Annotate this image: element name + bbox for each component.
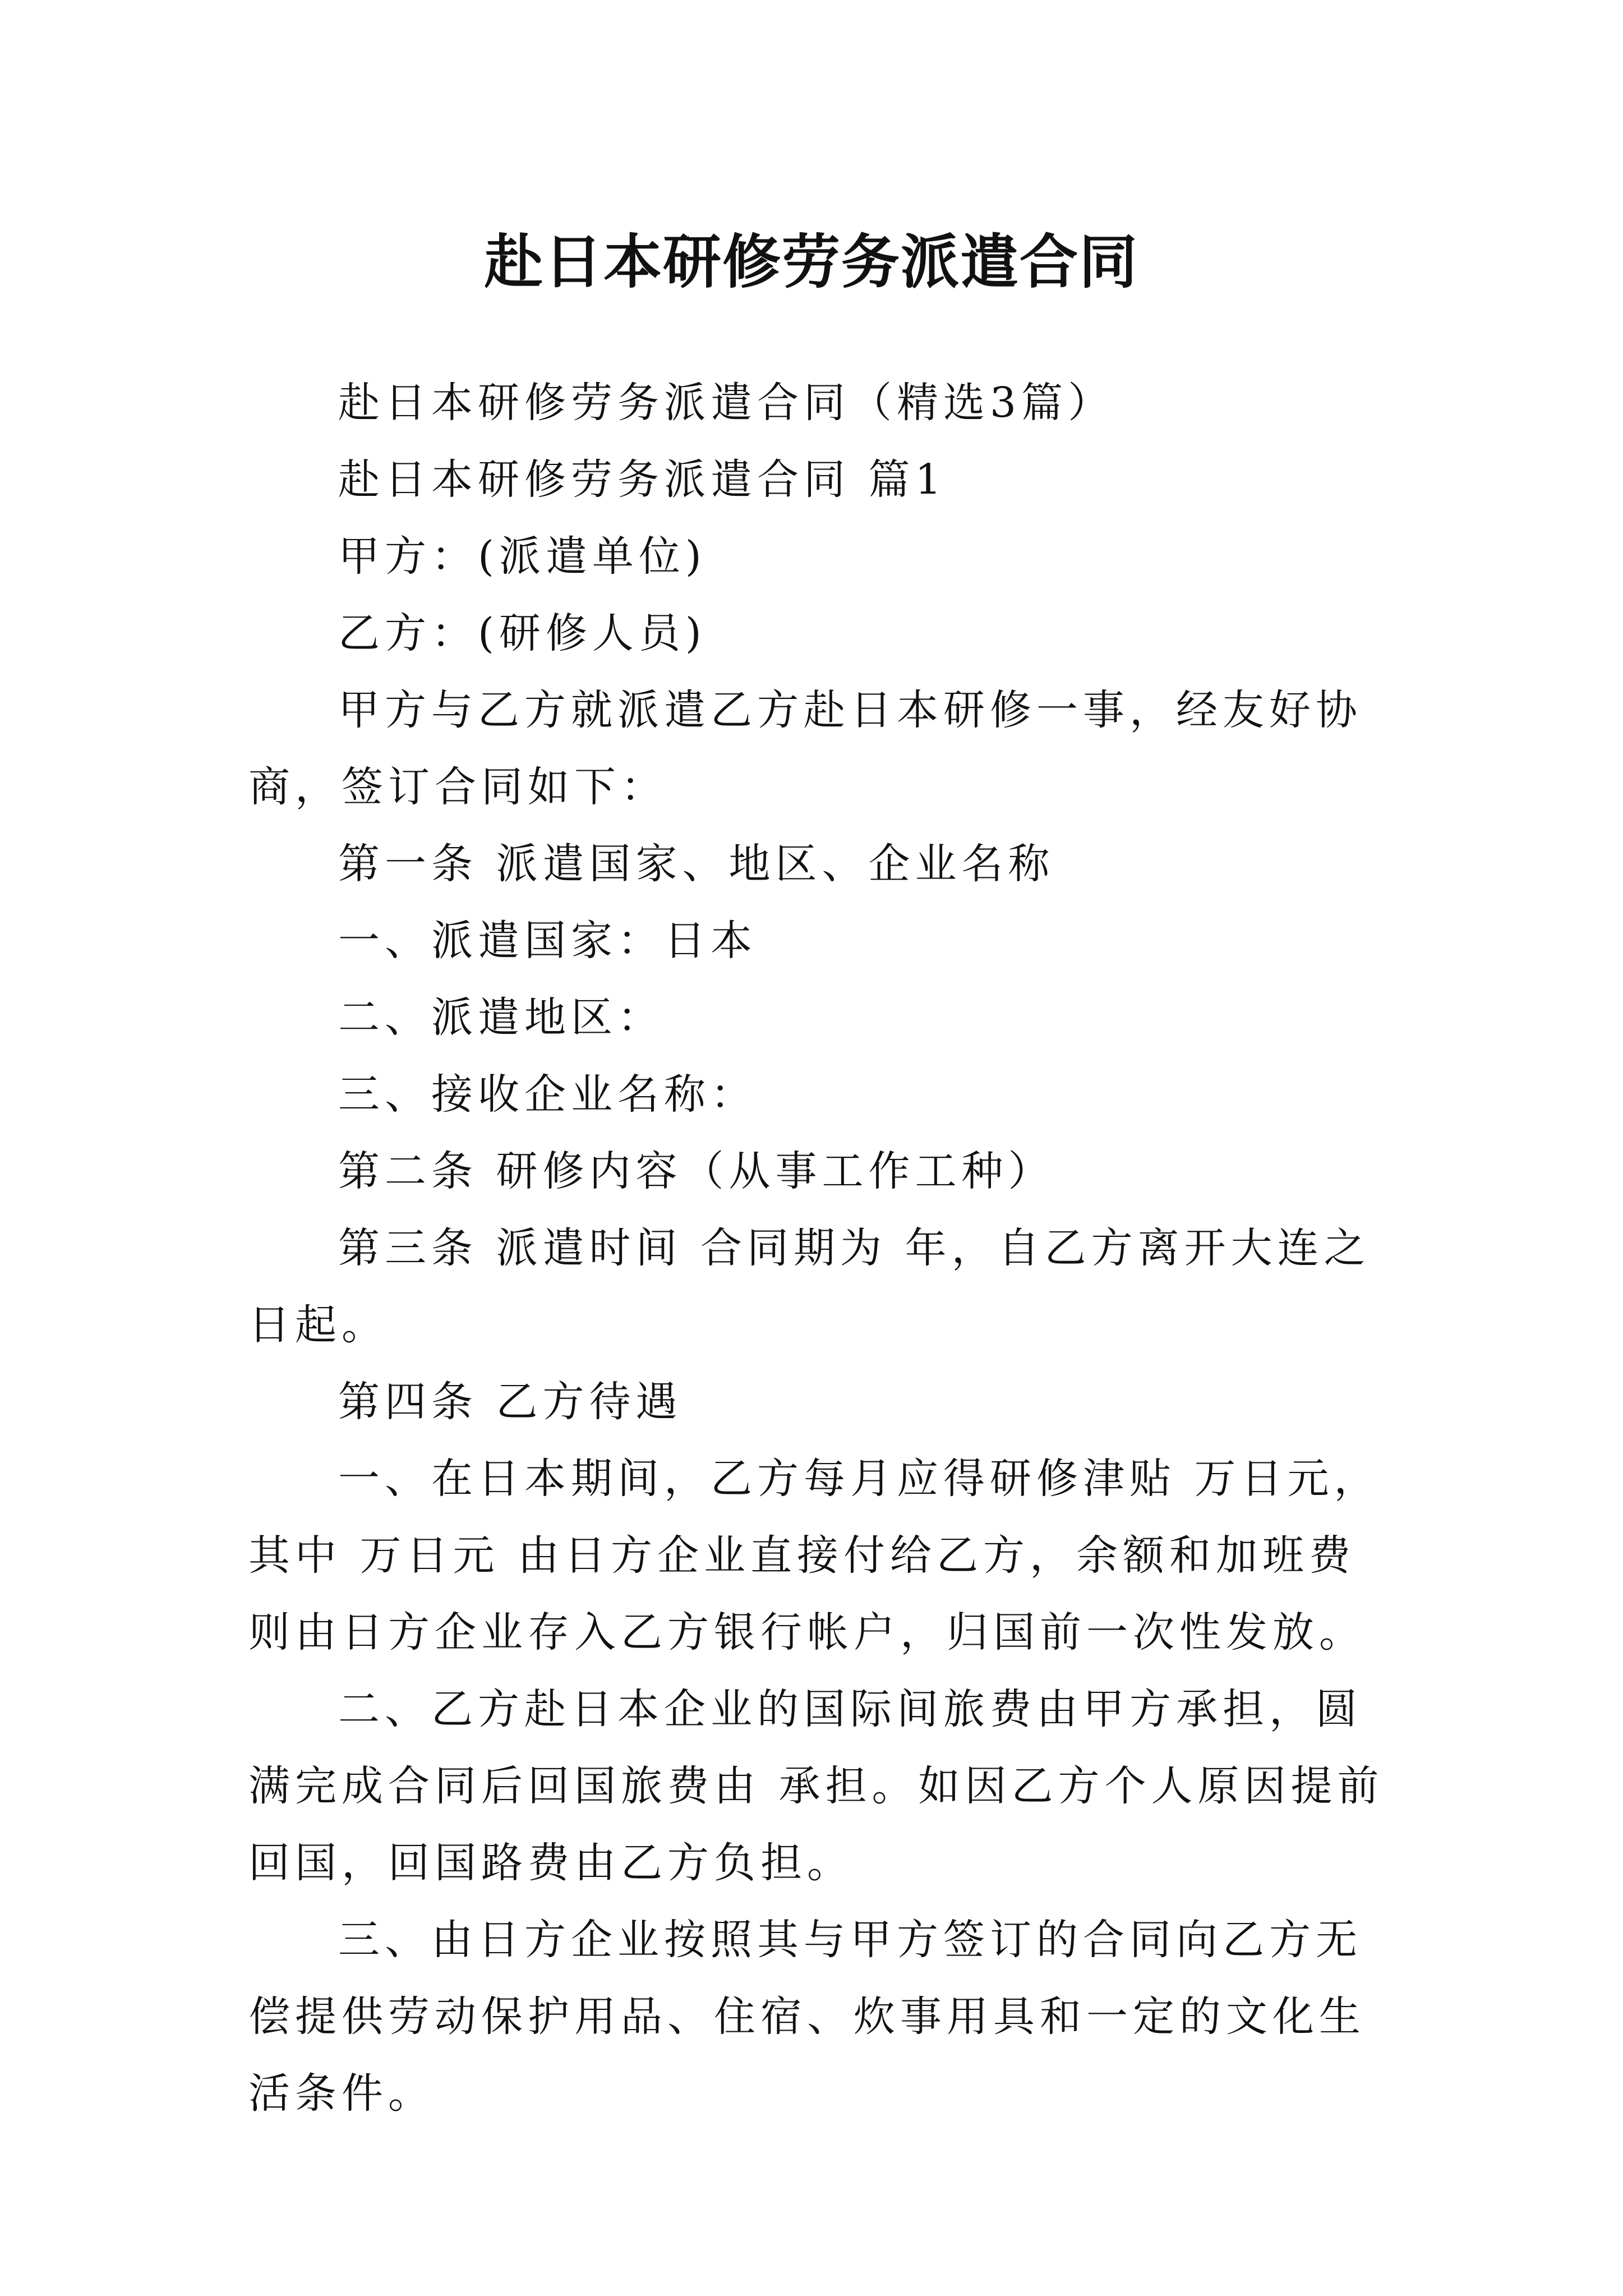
paragraph-living-conditions: 三、由日方企业按照其与甲方签订的合同向乙方无偿提供劳动保护用品、住宿、炊事用具和一定的文化生活条件。 [248, 1916, 1366, 2118]
paragraph-salary-terms: 一、在日本期间，乙方每月应得研修津贴 万日元，其中 万日元 由日方企业直接付给乙方，余额和加班费则由日方企业存入乙方银行帐户，归国前一次性发放。 [248, 1455, 1381, 1657]
paragraph-receiving-company: 三、接收企业名称： [338, 1070, 757, 1119]
paragraph-dispatch-country: 一、派遣国家：日本 [338, 917, 757, 965]
paragraph-agreement-intro: 甲方与乙方就派遣乙方赴日本研修一事，经友好协商，签订合同如下： [248, 686, 1362, 811]
document-body [248, 365, 1387, 2132]
paragraph-article-one: 第一条 派遣国家、地区、企业名称 [338, 840, 1055, 888]
paragraph-travel-expense: 二、乙方赴日本企业的国际间旅费由甲方承担，圆满完成合同后回国旅费由 承担。如因乙方个人原因提前回国，回国路费由乙方负担。 [248, 1685, 1384, 1887]
paragraph-party-b: 乙方：(研修人员) [338, 609, 707, 657]
paragraph-collection-title: 赴日本研修劳务派遣合同（精选3篇） [338, 379, 1115, 427]
paragraph-dispatch-region: 二、派遣地区： [338, 993, 664, 1042]
paragraph-section-heading: 赴日本研修劳务派遣合同 篇1 [338, 455, 947, 504]
document-title: 赴日本研修劳务派遣合同 [484, 227, 1138, 296]
paragraph-article-three: 第三条 派遣时间 合同期为 年，自乙方离开大连之日起。 [248, 1224, 1371, 1349]
paragraph-article-four: 第四条 乙方待遇 [338, 1378, 683, 1426]
paragraph-party-a: 甲方：(派遣单位) [338, 532, 707, 581]
paragraph-article-two: 第二条 研修内容（从事工作工种） [338, 1147, 1055, 1195]
